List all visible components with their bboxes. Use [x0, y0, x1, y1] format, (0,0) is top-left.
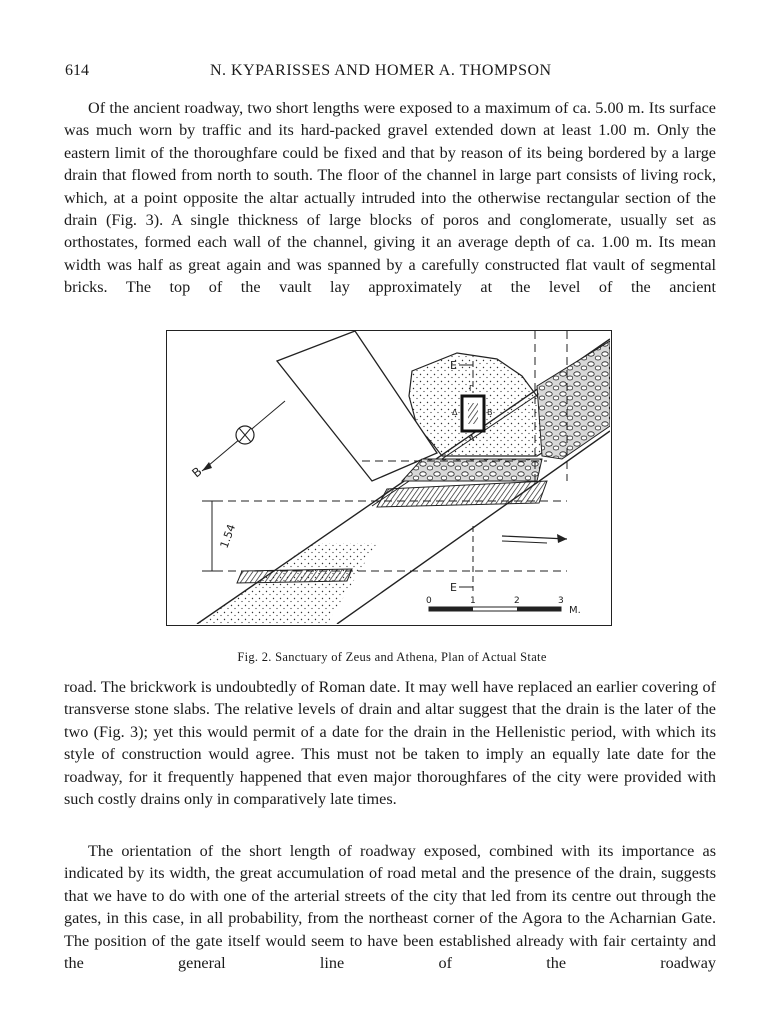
paragraph-2: road. The brickwork is undoubtedly of Roman date. It may well have replaced an earlier covering of transverse stone slabs. The relative levels of drain and altar suggest that the drain is the later of the two (Fig. 3); yet this would permit of a date for the drain in the Hellenistic period, with which its style of construction would agree. This must not be taken to imply an equally late date for the roadway, for it frequently happened that even major thoroughfares of the city were provided with such costly drains only in comparatively late times. — [64, 678, 716, 809]
flow-arrow-icon — [502, 536, 567, 539]
stippled-ground-lower — [197, 543, 377, 624]
running-head: N. KYPARISSES AND HOMER A. THOMPSON — [210, 62, 552, 79]
altar-label-bottom: A — [469, 434, 475, 443]
altar-label-right: B — [487, 408, 493, 417]
scale-tick-1: 1 — [470, 596, 476, 606]
section-b-label: B — [189, 464, 205, 481]
drain-wall-north — [402, 459, 542, 481]
drain-wall-east — [537, 341, 610, 459]
scale-tick-2: 2 — [514, 596, 520, 606]
dimension-label: 1.54 — [217, 522, 239, 551]
altar-core — [468, 403, 478, 424]
figure-plan — [166, 330, 612, 626]
scale-tick-0: 0 — [426, 596, 432, 606]
paragraph-1: Of the ancient roadway, two short lengths were exposed to a maximum of ca. 5.00 m. Its surface was much worn by traffic and its hard-packed gravel extended down at least 1.00 m. Only the eastern limit of the thoroughfare could be fixed and that by reason of its being bordered by a large drain that flowed from north to south. The floor of the channel in large part consists of living rock, which, at a point opposite the altar actually intruded into the otherwise rectangular section of the drain (Fig. 3). A single thickness of large blocks of poros and conglomerate, usually set as orthostates, formed each wall of the channel, giving it an average depth of ca. 1.00 m. Its mean width was half as great again and was spanned by a carefully constructed flat vault of segmental bricks. The top of the vault lay approximately at the level of the ancient — [64, 99, 716, 297]
figure-caption: Fig. 2. Sanctuary of Zeus and Athena, Plan of Actual State — [237, 650, 547, 664]
page-number: 614 — [65, 62, 89, 79]
scale-unit: M. — [569, 605, 581, 616]
paragraph-3: The orientation of the short length of roadway exposed, combined with its importance as indicated by its width, the great accumulation of road metal and the presence of the drain, suggests that we have to do with one of the arterial streets of the city that led from its centre out through the gates, in this case, in all probability, from the northeast corner of the Agora to the Acharnian Gate. The position of the gate itself would seem to have been established already with fair certainty and the general line of the roadway — [64, 842, 716, 973]
scale-tick-3: 3 — [558, 596, 564, 606]
altar-label-top: Γ — [469, 384, 474, 393]
altar-label-left: Δ — [452, 408, 458, 417]
section-e-bottom-label: E — [450, 581, 457, 594]
section-e-top-label: E — [450, 359, 457, 372]
